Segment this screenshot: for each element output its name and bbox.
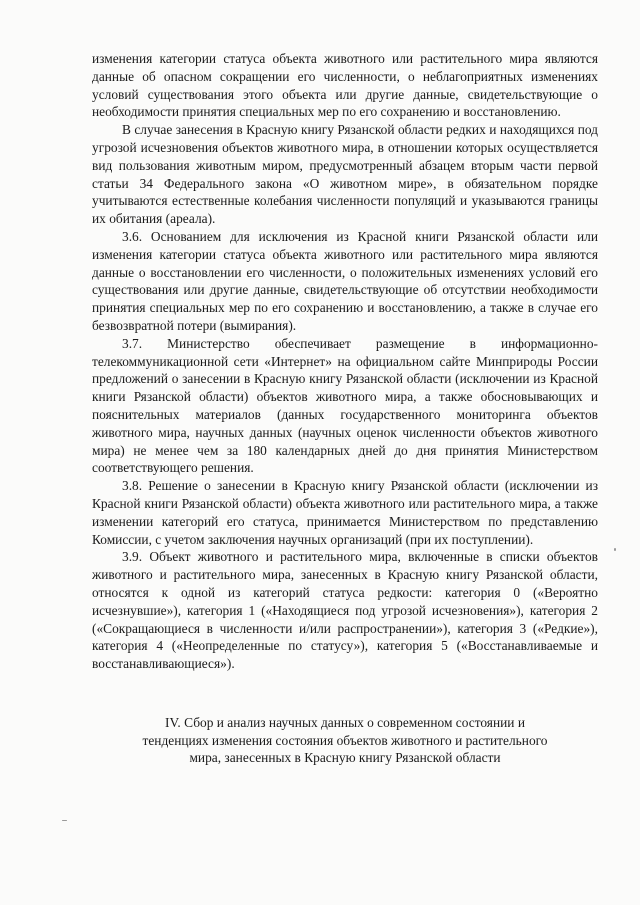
paragraph-3-8: 3.8. Решение о занесении в Красную книгу Рязанской области (исключении из Красной книги Рязанской области) объекта животного или растительного мира, а также изменении категорий его статуса, принимается Министерством по представлению Комиссии, с учетом заключения научных организаций (при их поступлении). <box>92 478 598 547</box>
paragraph-3-9: 3.9. Объект животного и растительного мира, включенные в списки объектов животного и растительного мира, занесенных в Красную книгу Рязанской области, относятся к одной из категорий статуса редкости: категория 0 («Вероятно исчезнувшие»), категория 1 («Находящиеся под угрозой исчезновения»), категория 2 («Сокращающиеся в численности и/или распространении»), категория 3 («Редкие»), категория 4 («Неопределенные по статусу»), категория 5 («Восстанавливаемые и восстанавливающиеся»). <box>92 549 598 672</box>
scan-speck <box>614 548 616 551</box>
paragraph-3-7: 3.7. Министерство обеспечивает размещение в информационно-телекоммуникационной сети «Интернет» на официальном сайте Минприроды России предложений о занесении в Красную книгу Рязанской области (исключении из Красной книги Рязанской области) объектов животного мира, а также обосновывающих и пояснительных материалов (данных государственного мониторинга объектов животного мира, научных данных (научных оценок численности объектов животного мира) не менее чем за 180 календарных дней до дня принятия Министерством соответствующего решения. <box>92 335 598 476</box>
scan-speck <box>62 820 67 821</box>
document-body <box>92 50 598 767</box>
paragraph-red-book-fauna: В случае занесения в Красную книгу Рязанской области редких и находящихся под угрозой исчезновения объектов животного мира, в отношении которых осуществляется вид пользования животным миром, предусмотренный абзацем вторым части первой статьи 34 Федерального закона «О животном мире», в обязательном порядке учитываются естественные колебания численности популяций и указываются границы их обитания (ареала). <box>92 122 598 227</box>
section-heading: IV. Сбор и анализ научных данных о современном состоянии и тенденциях изменения состояния объектов животного и растительного мира, занесенных в Красную книгу Рязанской области <box>142 714 548 766</box>
paragraph-continuation: изменения категории статуса объекта животного или растительного мира являются данные об опасном сокращении его численности, о неблагоприятных изменениях условий существования этого объекта или другие данные, свидетельствующие о необходимости принятия специальных мер по его сохранению и восстановлению. <box>92 51 598 120</box>
paragraph-3-6: 3.6. Основанием для исключения из Красной книги Рязанской области или изменения категории статуса объекта животного или растительного мира являются данные о восстановлении его численности, о положительных изменениях условий его существования или другие данные, свидетельствующие об отсутствии необходимости принятия специальных мер по его сохранению и восстановлению, а также в случае его безвозвратной потери (вымирания). <box>92 228 598 333</box>
